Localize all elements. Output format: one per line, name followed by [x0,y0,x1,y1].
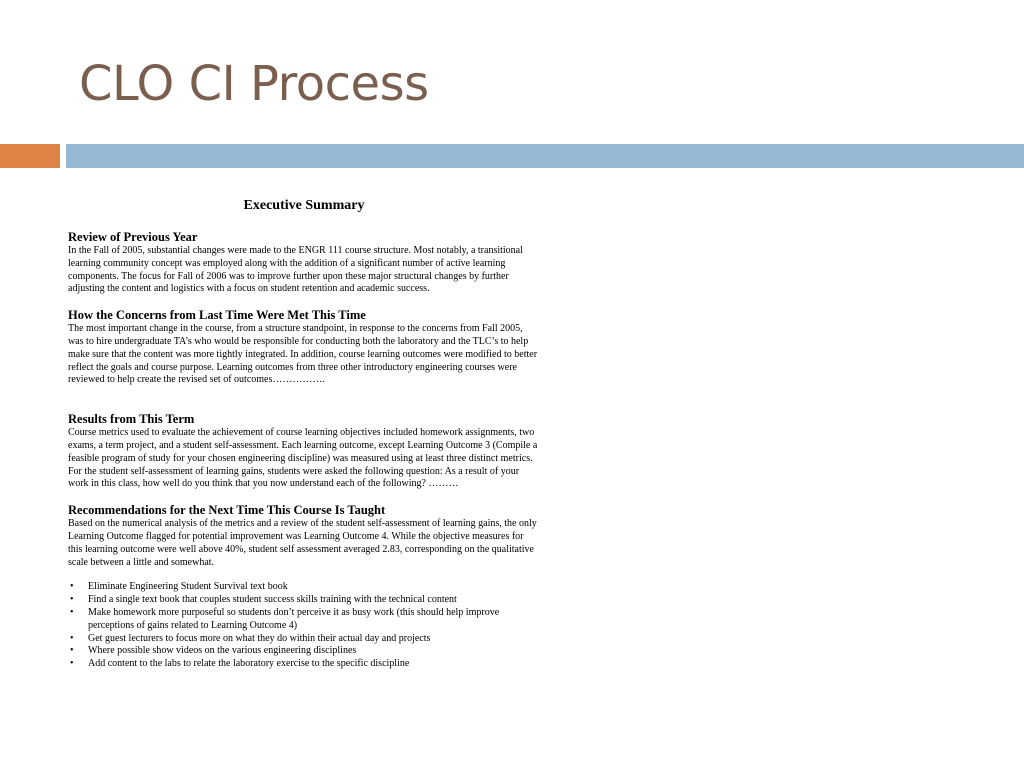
bullet-icon: • [70,658,74,670]
section-concerns-met [68,308,540,387]
bullet-icon: • [70,581,74,593]
list-item-text: Find a single text book that couples student success skills training with the technical content [88,594,457,606]
bullet-icon: • [70,632,74,644]
list-item [68,581,540,594]
section-body: Course metrics used to evaluate the achievement of course learning objectives included homework assignments, two exams, a term project, and a student self-assessment. Each learning outcome, except Learning Outcome 3 (Compile a feasible program of study for your chosen engineering discipline) was measured using at least three distinct metrics. For the student self-assessment of learning gains, students were asked the following question: As a result of your work in this class, how well do you think that you now understand each of the following? ……… [68,427,538,490]
list-item [68,645,540,658]
list-item-text: Where possible show videos on the various engineering disciplines [88,645,357,657]
list-item-text: Eliminate Engineering Student Survival text book [88,581,288,593]
accent-bar-blue [66,144,1024,168]
list-item-text: Get guest lecturers to focus more on what they do within their actual day and projects [88,632,431,644]
section-heading: Recommendations for the Next Time This Course Is Taught [68,503,386,518]
section-heading: Results from This Term [68,412,195,427]
list-item-text: Add content to the labs to relate the laboratory exercise to the specific discipline [88,658,410,670]
bullet-icon: • [70,606,74,618]
bullet-icon: • [70,594,74,606]
list-item [68,607,540,633]
bullet-icon: • [70,645,74,657]
section-body: In the Fall of 2005, substantial changes were made to the ENGR 111 course structure. Most notably, a transitional learning community concept was employed along with the addition of a significant number of active learning components. The focus for Fall of 2006 was to improve further upon these major structural changes by further adjusting the content and logistics with a focus on student retention and academic success. [68,245,523,295]
list-item [68,658,540,671]
recommendations-list [68,581,540,671]
section-body: Based on the numerical analysis of the metrics and a review of the student self-assessment of learning gains, the only Learning Outcome flagged for potential improvement was Learning Outcome 4. While the objective measures for this learning outcome were well above 40%, student self assessment averaged 2.83, corresponding on the qualitative scale between a little and somewhat. [68,518,537,568]
document-heading: Executive Summary [243,198,365,213]
section-heading: How the Concerns from Last Time Were Met This Time [68,308,366,323]
accent-bar-orange [0,144,60,168]
section-heading: Review of Previous Year [68,230,198,244]
list-item [68,594,540,607]
slide-title: CLO CI Process [79,56,429,112]
section-recommendations [68,503,540,671]
section-results-this-term [68,412,540,491]
list-item-text: Make homework more purposeful so students don’t perceive it as busy work (this should help improve perceptions of gains related to Learning Outcome 4) [88,606,500,631]
list-item [68,633,540,646]
executive-summary-document [68,196,540,683]
section-body: The most important change in the course, from a structure standpoint, in response to the concerns from Fall 2005, was to hire undergraduate TA’s who would be responsible for conducting both the laboratory and the TLC’s to help make sure that the content was more tightly integrated. In addition, course learning outcomes were modified to better reflect the goals and course purpose. Learning outcomes from three other introductory engineering courses were reviewed to help create the revised set of outcomes……………. [68,323,538,386]
section-review-previous-year [68,230,540,296]
